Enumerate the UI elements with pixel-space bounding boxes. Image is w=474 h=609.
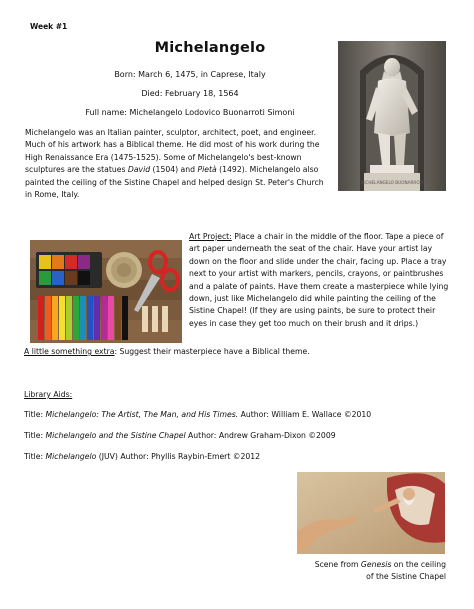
library-item-prefix: Title: — [24, 410, 46, 419]
fresco-caption — [290, 559, 446, 582]
art-project-label: Art Project: — [189, 232, 232, 241]
bio-work-david: David — [127, 165, 151, 175]
genesis-fresco-illustration — [297, 472, 445, 554]
library-item-title: Michelangelo: The Artist, The Man, and His Times. — [45, 410, 239, 419]
art-project-text: Place a chair in the middle of the floor. Tape a piece of art paper underneath the seat of the chair. Have your artist lay down on the floor and slide under the chair, facing up. Place a tray next to your artist with markers, pencils, crayons, or paintbrushes and a palate of paints. Have them create a masterpiece while lying down, just like Michelangelo did while painting the ceiling of the Sistine Chapel! (If they are using paints, be sure to protect their eyes in case they get too much on their brush and it drips.) — [189, 232, 449, 328]
statue-inscription: MICHELANGELO BUONARROTI — [360, 180, 424, 185]
caption-text: Scene from — [314, 560, 361, 569]
caption-text: on the ceiling — [391, 560, 446, 569]
caption-line-2: of the Sistine Chapel — [366, 571, 446, 581]
art-supplies-photo — [30, 240, 182, 343]
full-name-line: Full name: Michelangelo Lodovico Buonarroti Simoni — [85, 108, 295, 117]
extra-label: A little something extra — [24, 347, 115, 356]
caption-work: Genesis — [360, 560, 392, 569]
library-item-author: (JUV) Author: Phyllis Raybin-Emert ©2012 — [96, 452, 261, 461]
bio-work-pieta: Pietà — [197, 165, 217, 175]
library-heading: Library Aids: — [24, 390, 73, 399]
week-label: Week #1 — [30, 22, 68, 31]
library-item-author: Author: Andrew Graham-Dixon ©2009 — [185, 431, 336, 440]
statue-photo — [338, 41, 446, 191]
library-item-title: Michelangelo — [45, 452, 97, 461]
library-item — [24, 431, 336, 440]
page-title: Michelangelo — [154, 40, 266, 56]
library-item-title: Michelangelo and the Sistine Chapel — [45, 431, 186, 440]
bio-text: Michelangelo was an Italian painter, sculptor, architect, poet, and engineer. Much of his artwork has a Biblical theme. He did most of his work during the High Renaissance Era (1475-1525). Some of Michelangelo's best-known sculptures are the statues — [25, 128, 320, 175]
caption-line-1 — [290, 559, 446, 571]
extra-paragraph — [24, 347, 424, 356]
art-project-paragraph — [189, 231, 451, 330]
library-item — [24, 452, 260, 461]
died-line: Died: February 18, 1564 — [141, 89, 239, 98]
biography-paragraph — [25, 127, 325, 201]
library-item-prefix: Title: — [24, 431, 46, 440]
library-item-prefix: Title: — [24, 452, 46, 461]
bio-text: (1492). Michelangelo also painted the ceiling of the Sistine Chapel and helped design St. Peter's Church in Rome, Italy. — [25, 165, 324, 200]
genesis-fresco-photo — [297, 472, 445, 554]
library-item — [24, 410, 371, 419]
born-line: Born: March 6, 1475, in Caprese, Italy — [114, 70, 266, 79]
bio-text: (1504) and — [150, 165, 198, 175]
art-supplies-illustration — [30, 240, 182, 343]
library-item-author: Author: William E. Wallace ©2010 — [238, 410, 372, 419]
statue-illustration — [338, 41, 446, 191]
extra-text: : Suggest their masterpiece have a Biblical theme. — [114, 347, 310, 356]
